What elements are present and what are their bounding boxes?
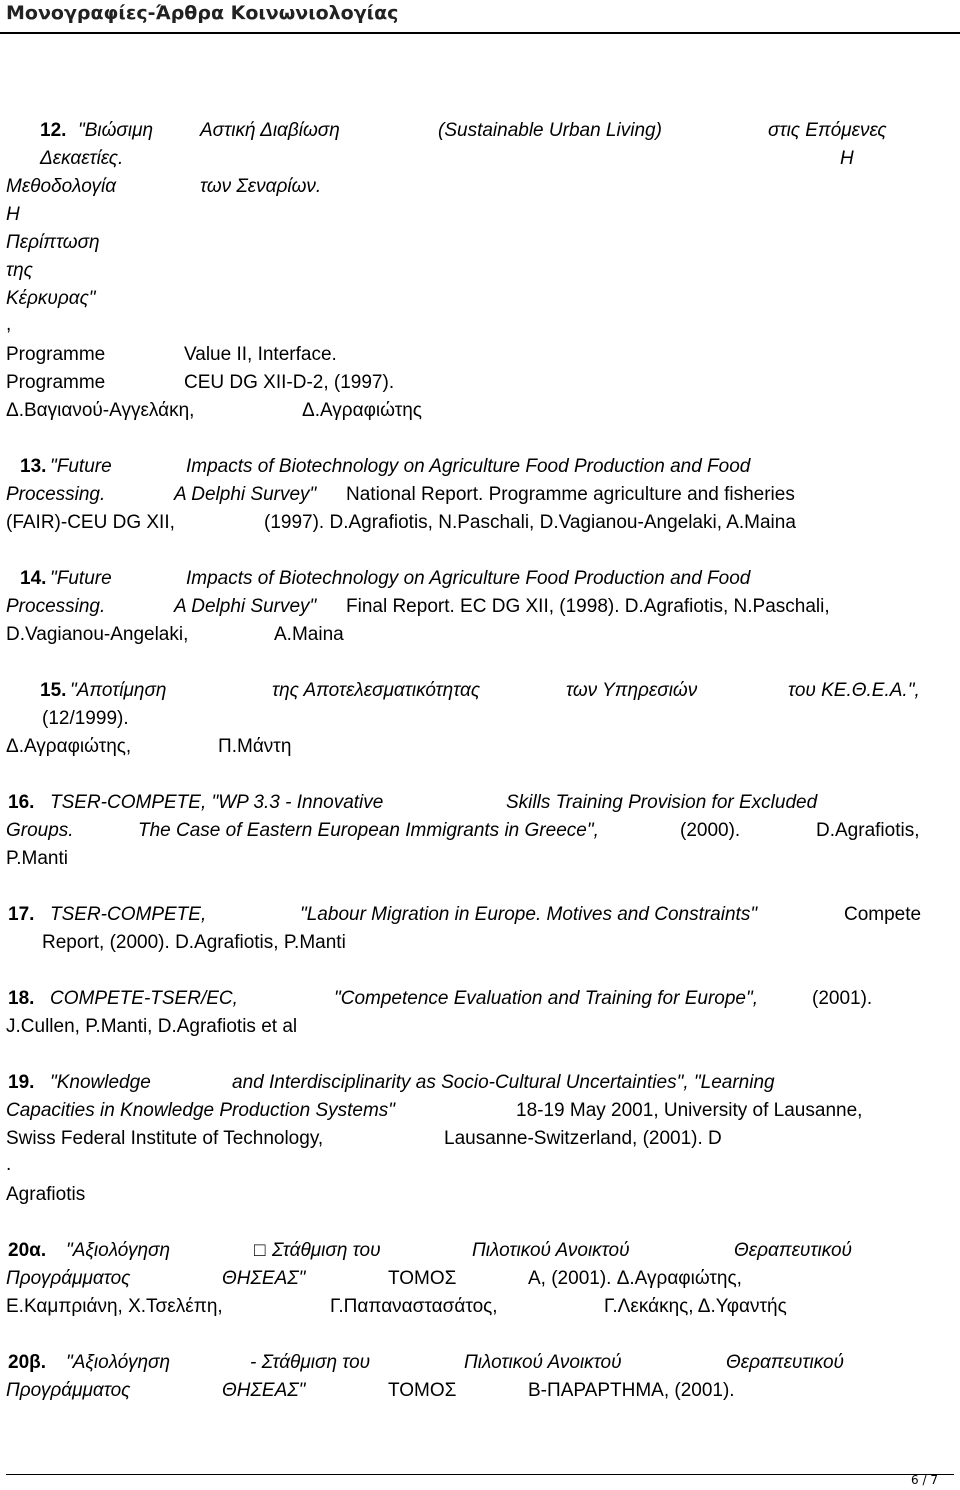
- entry-title-part: The Case of Eastern European Immigrants in Greece",: [138, 820, 599, 841]
- entry-title-part: Προγράμματος: [6, 1268, 131, 1289]
- entry-title-part: and Interdisciplinarity as Socio-Cultural Uncertainties", "Learning: [232, 1072, 775, 1093]
- entry-authors: Δ.Βαγιανού-Αγγελάκη,: [6, 400, 195, 421]
- entry-text: CEU DG XII-D-2, (1997).: [184, 372, 395, 393]
- entry-authors: P.Manti: [6, 848, 68, 869]
- entry-title-part: "Future: [50, 568, 112, 589]
- entry-text: Programme: [6, 344, 106, 365]
- entry-authors: Π.Μάντη: [218, 736, 292, 757]
- entry-title-part: - Στάθμιση του: [250, 1352, 371, 1373]
- entry-text: Final Report. EC DG XII, (1998). D.Agrafiotis, N.Paschali,: [346, 596, 830, 617]
- entry-number: 16.: [8, 792, 35, 813]
- entry-title-part: Προγράμματος: [6, 1380, 131, 1401]
- entry-title-part: TSER-COMPETE, "WP 3.3 - Innovative: [50, 792, 384, 813]
- header-divider: [0, 32, 960, 34]
- entry-title-part: Δεκαετίες.: [40, 148, 124, 169]
- entry-text: Report, (2000). D.Agrafiotis, P.Manti: [42, 932, 346, 953]
- entry-authors: D.Vagianou-Angelaki,: [6, 624, 189, 645]
- footer-divider: [6, 1474, 954, 1475]
- entry-title-part: Processing.: [6, 484, 106, 505]
- entry-number: 12.: [40, 120, 67, 141]
- entry-title-part: Capacities in Knowledge Production Systems": [6, 1100, 396, 1121]
- entry-text: Swiss Federal Institute of Technology,: [6, 1128, 324, 1149]
- entry-title-part: "Competence Evaluation and Training for Europe",: [334, 988, 758, 1009]
- entry-number: 20α.: [8, 1240, 47, 1261]
- entry-title-part: Θεραπευτικού: [726, 1352, 844, 1373]
- entry-number: 14.: [20, 568, 47, 589]
- entry-text: B-ΠΑΡΑΡΤΗΜΑ, (2001).: [528, 1380, 735, 1401]
- entry-authors: A, (2001). Δ.Αγραφιώτης,: [528, 1268, 742, 1289]
- entry-authors: Δ.Αγραφιώτης,: [6, 736, 132, 757]
- entry-title-part: στις Επόμενες: [768, 120, 887, 141]
- entry-title-part: της Αποτελεσματικότητας: [272, 680, 481, 701]
- entry-number: 20β.: [8, 1352, 47, 1373]
- entry-authors: J.Cullen, P.Manti, D.Agrafiotis et al: [6, 1016, 298, 1037]
- entry-title-part: Impacts of Biotechnology on Agriculture Food Production and Food: [186, 568, 751, 589]
- entry-title-part: Groups.: [6, 820, 74, 841]
- entry-title-part: Θεραπευτικού: [734, 1240, 852, 1261]
- entry-text: .: [6, 1154, 12, 1175]
- entry-text: Programme: [6, 372, 106, 393]
- entry-text: Lausanne-Switzerland, (2001). D: [444, 1128, 722, 1149]
- entry-title-part: Κέρκυρας": [6, 288, 96, 309]
- entry-text: Compete: [844, 904, 922, 925]
- entry-title-part: Processing.: [6, 596, 106, 617]
- entry-text: ΤΟΜΟΣ: [388, 1380, 457, 1401]
- entry-authors: A.Maina: [274, 624, 344, 645]
- entry-authors: Δ.Αγραφιώτης: [302, 400, 422, 421]
- entry-text: (2000).: [680, 820, 741, 841]
- entry-text: 18-19 May 2001, University of Lausanne,: [516, 1100, 863, 1121]
- entry-title-part: TSER-COMPETE,: [50, 904, 207, 925]
- entry-text: (FAIR)-CEU DG XII,: [6, 512, 175, 533]
- entry-number: 15.: [40, 680, 67, 701]
- entry-title-part: ΘΗΣΕΑΣ": [222, 1268, 306, 1289]
- entry-title-part: Η: [6, 204, 20, 225]
- entry-title-part: ΘΗΣΕΑΣ": [222, 1380, 306, 1401]
- entry-number: 17.: [8, 904, 35, 925]
- entry-title-part: "Αποτίμηση: [70, 680, 167, 701]
- entry-title-part: Skills Training Provision for Excluded: [506, 792, 818, 813]
- entry-title-part: "Αξιολόγηση: [66, 1352, 171, 1373]
- page-header-title: Μονογραφίες-Άρθρα Κοινωνιολογίας: [6, 2, 399, 24]
- entry-authors: Γ.Παπαναστασάτος,: [330, 1296, 498, 1317]
- entry-text: National Report. Programme agriculture and fisheries: [346, 484, 795, 505]
- entry-title-part: "Βιώσιμη: [78, 120, 154, 141]
- entry-title-part: COMPETE-TSER/EC,: [50, 988, 238, 1009]
- entry-title-part: Αστική Διαβίωση: [200, 120, 340, 141]
- entry-title-part: "Labour Migration in Europe. Motives and Constraints": [300, 904, 758, 925]
- entry-title-part: "Future: [50, 456, 112, 477]
- entry-title-part: της: [6, 260, 33, 281]
- entry-text: (12/1999).: [42, 708, 129, 729]
- entry-text: (2001).: [812, 988, 873, 1009]
- entry-title-part: Impacts of Biotechnology on Agriculture Food Production and Food: [186, 456, 751, 477]
- entry-text: ,: [6, 314, 12, 335]
- entry-title-part: Πιλοτικού Ανοικτού: [472, 1240, 630, 1261]
- entry-title-part: Στάθμιση του: [272, 1240, 381, 1261]
- entry-number: 18.: [8, 988, 35, 1009]
- entry-authors: Ε.Καμπριάνη, Χ.Τσελέπη,: [6, 1296, 223, 1317]
- missing-glyph-icon: □: [254, 1240, 266, 1261]
- entry-title-part: Περίπτωση: [6, 232, 100, 253]
- entry-authors: Γ.Λεκάκης, Δ.Υφαντής: [604, 1296, 787, 1317]
- entry-title-part: A Delphi Survey": [174, 596, 317, 617]
- entry-text: ΤΟΜΟΣ: [388, 1268, 457, 1289]
- entry-title-part: των Σεναρίων.: [200, 176, 322, 197]
- entry-title-part: των Υπηρεσιών: [566, 680, 698, 701]
- entry-number: 13.: [20, 456, 47, 477]
- entry-title-part: του ΚΕ.Θ.Ε.Α.",: [788, 680, 920, 701]
- entry-number: 19.: [8, 1072, 35, 1093]
- entry-title-part: A Delphi Survey": [174, 484, 317, 505]
- entry-title-part: "Αξιολόγηση: [66, 1240, 171, 1261]
- entry-title-part: Μεθοδολογία: [6, 176, 117, 197]
- entry-title-part: "Knowledge: [50, 1072, 151, 1093]
- entry-text: Value II, Interface.: [184, 344, 337, 365]
- page-number: 6 / 7: [911, 1473, 938, 1487]
- entry-title-part: Πιλοτικού Ανοικτού: [464, 1352, 622, 1373]
- entry-authors: D.Agrafiotis,: [816, 820, 920, 841]
- entry-text: (1997). D.Agrafiotis, N.Paschali, D.Vagianou-Angelaki, A.Maina: [264, 512, 796, 533]
- entry-title-part: Η: [840, 148, 854, 169]
- entry-authors: Agrafiotis: [6, 1184, 86, 1205]
- entry-title-part: (Sustainable Urban Living): [438, 120, 662, 141]
